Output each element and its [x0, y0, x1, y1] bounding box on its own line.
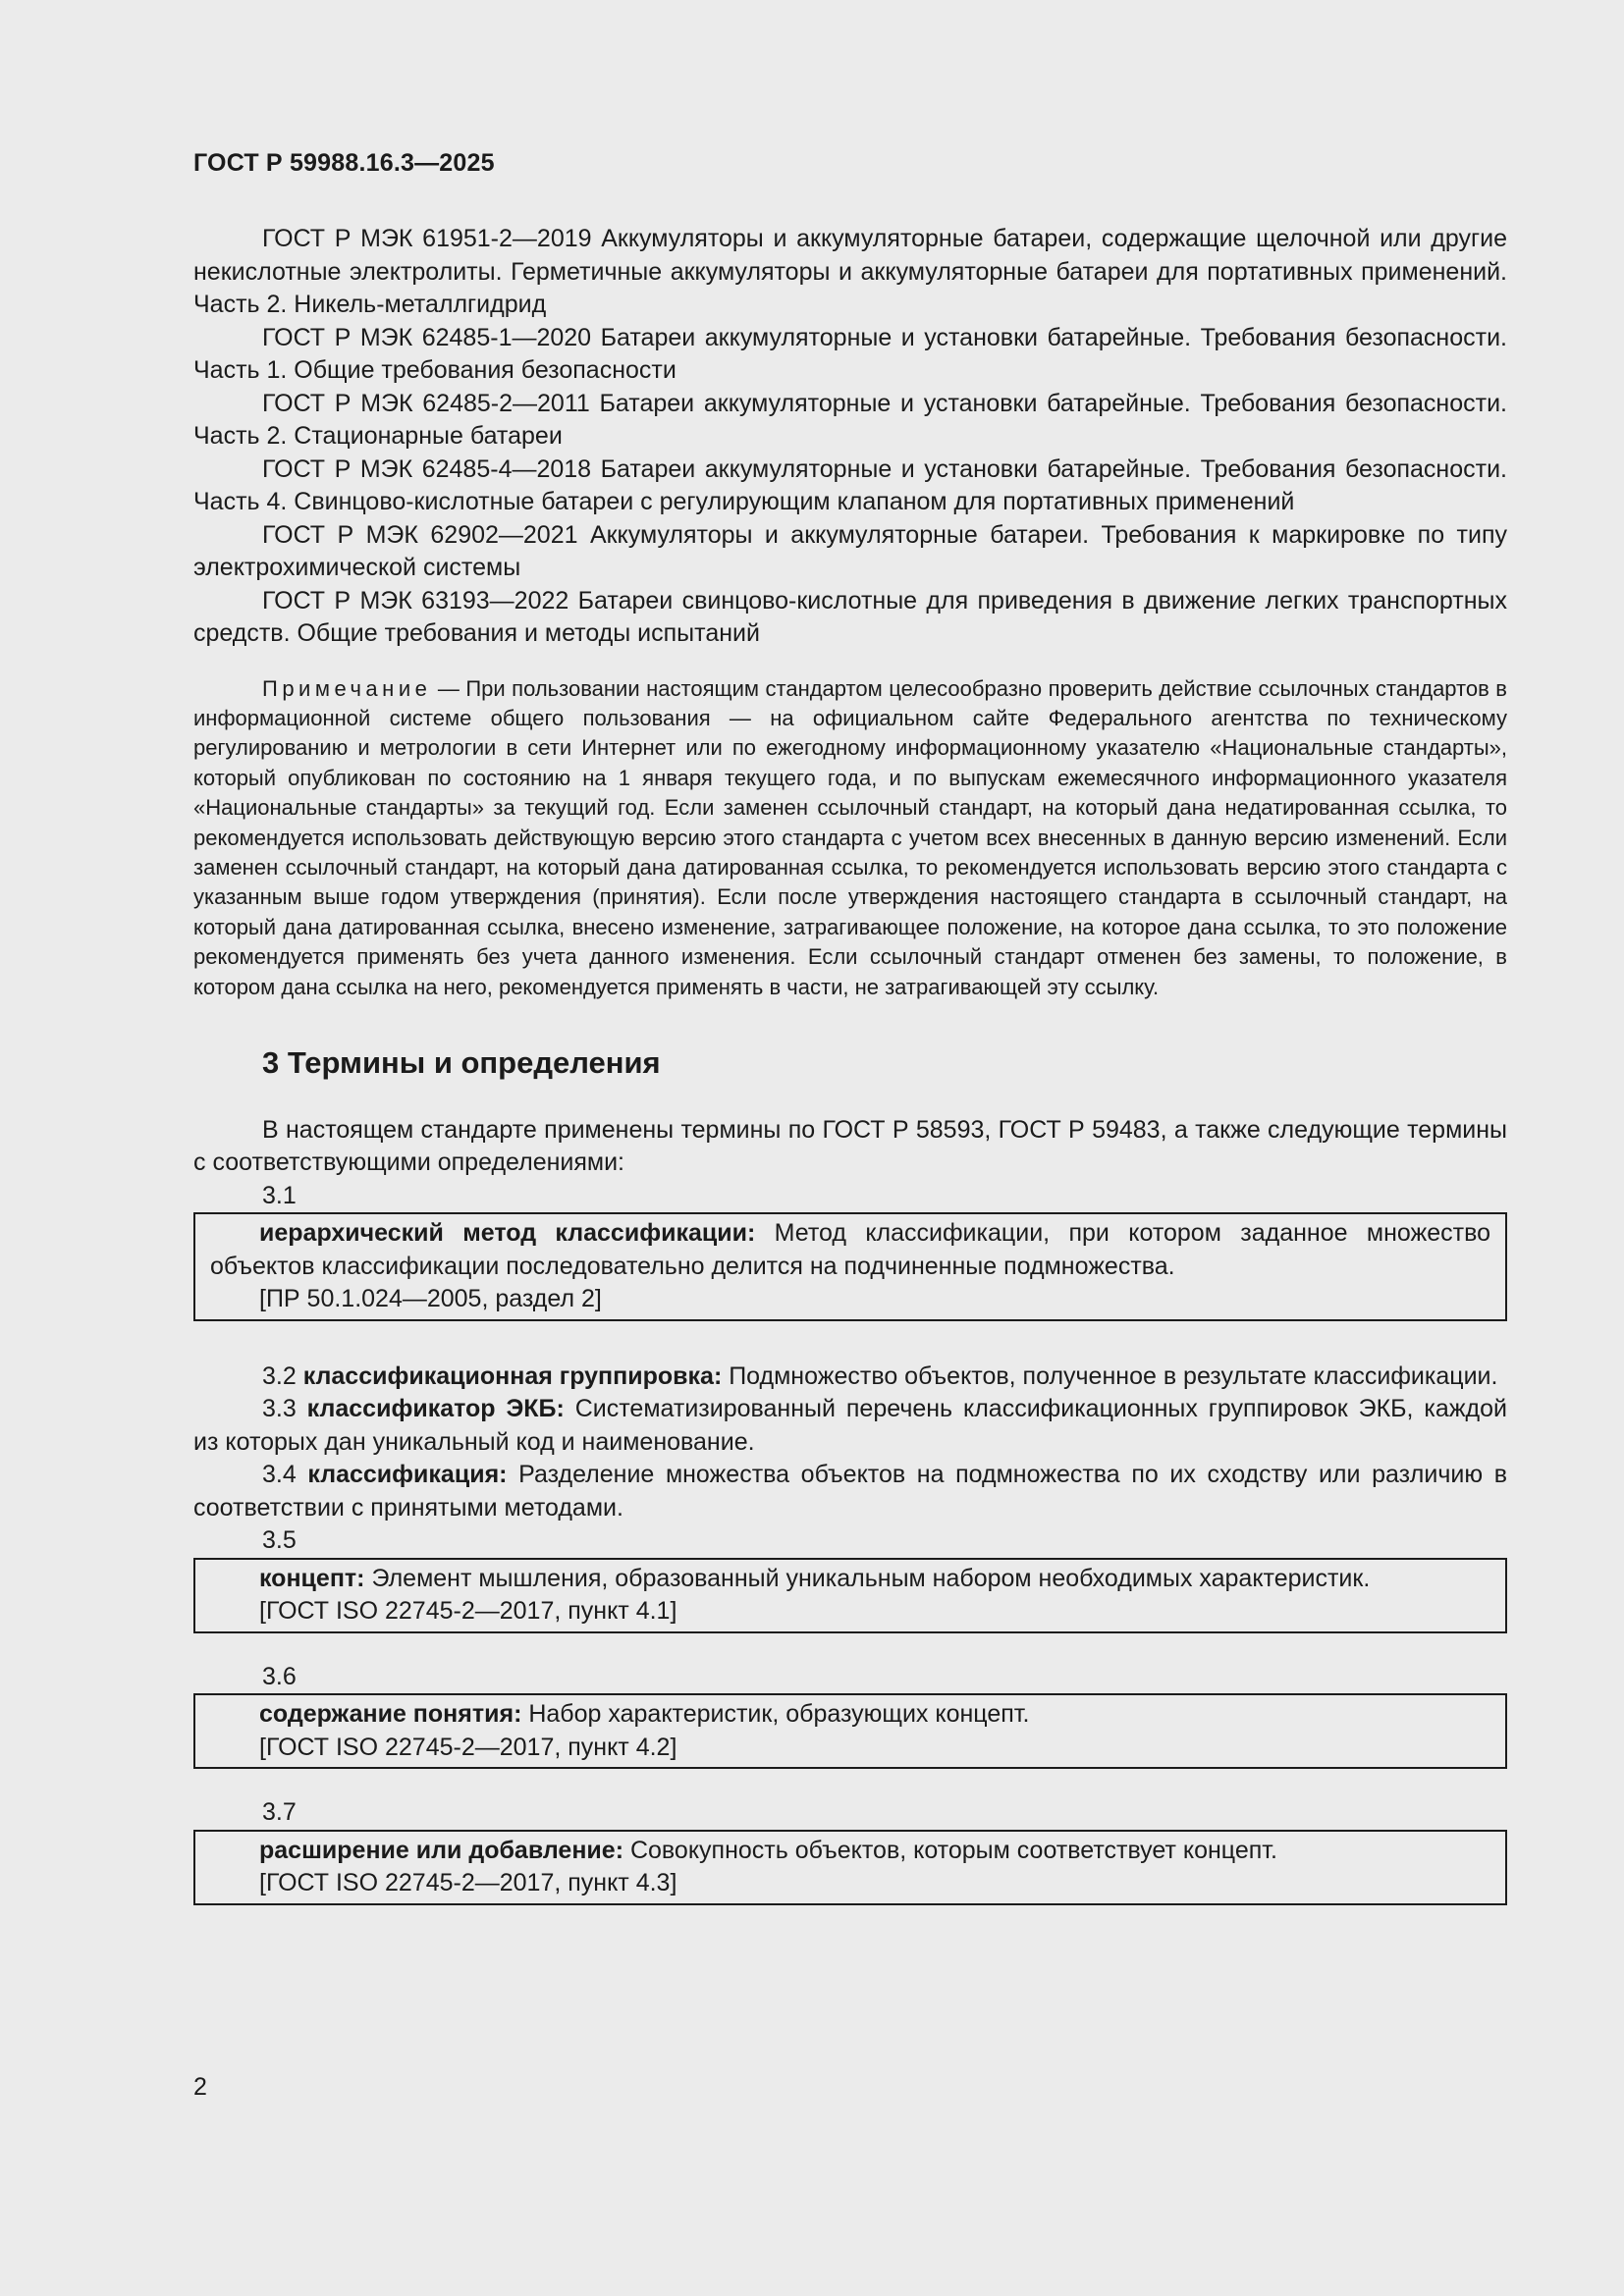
term-def-text: Метод классификации, при котором заданное множество объектов классификации последовательно делится на подчиненные подмножества.: [210, 1219, 1490, 1280]
term-name: классификация:: [307, 1461, 508, 1489]
section-heading: 3 Термины и определения: [262, 1044, 661, 1080]
reference-item: ГОСТ Р МЭК 63193—2022 Батареи свинцово-кислотные для приведения в движение легких транспортных средств. Общие требования и методы испытаний: [193, 586, 1507, 647]
document-header: ГОСТ Р 59988.16.3—2025: [193, 149, 495, 177]
term-def-text: Разделение множества объектов на подмножества по их сходству или различию в соответствии с принятыми методами.: [193, 1461, 1508, 1522]
term-definition: [210, 1217, 1490, 1283]
term-definition: [210, 1563, 1490, 1596]
term-number: 3.1: [262, 1181, 297, 1209]
term-box: [193, 1693, 1507, 1769]
term-name: иерархический метод классификации:: [259, 1219, 756, 1248]
term-box: [193, 1212, 1507, 1321]
term-name: содержание понятия:: [259, 1700, 522, 1729]
reference-item: ГОСТ Р МЭК 61951-2—2019 Аккумуляторы и аккумуляторные батареи, содержащие щелочной или другие некислотные электролиты. Герметичные аккумуляторы и аккумуляторные батареи для портативных применений. Часть 2. Никель-металлгидрид: [193, 225, 1507, 318]
term-source: [ГОСТ ISO 22745-2—2017, пункт 4.2]: [259, 1733, 677, 1761]
term-box: [193, 1830, 1507, 1905]
reference-item: ГОСТ Р МЭК 62902—2021 Аккумуляторы и аккумуляторные батареи. Требования к маркировке по типу электрохимической системы: [193, 520, 1507, 581]
term-number: 3.2: [262, 1362, 303, 1390]
term-source: [ГОСТ ISO 22745-2—2017, пункт 4.3]: [259, 1869, 677, 1897]
term-source: [ПР 50.1.024—2005, раздел 2]: [259, 1285, 602, 1313]
term-name: концепт:: [259, 1564, 365, 1592]
term-def-text: Совокупность объектов, которым соответствует концепт.: [623, 1836, 1277, 1864]
term-def-text: Систематизированный перечень классификационных группировок ЭКБ, каждой из которых дан уникальный код и наименование.: [193, 1395, 1507, 1456]
term-name: классификационная группировка:: [302, 1362, 723, 1390]
term-name: расширение или добавление:: [259, 1836, 624, 1864]
note-label: Примечание: [262, 675, 432, 701]
term-name: классификатор ЭКБ:: [306, 1395, 565, 1423]
term-source: [ГОСТ ISO 22745-2—2017, пункт 4.1]: [259, 1597, 677, 1626]
term-def-text: Набор характеристик, образующих концепт.: [521, 1700, 1030, 1729]
term-definition: [193, 1393, 1507, 1459]
note-text: — При пользовании настоящим стандартом целесообразно проверить действие ссылочных стандартов в информационной системе общего пользования — на официальном сайте Федерального агентства по техническому регулированию и метрологии в сети Интернет или по ежегодному информационному указателю «Национальные стандарты», который опубликован по состоянию на 1 января текущего года, и по выпускам ежемесячного информационного указателя «Национальные стандарты» за текущий год. Если заменен ссылочный стандарт, на который дана недатированная ссылка, то рекомендуется использовать действующую версию этого стандарта с учетом всех внесенных в данную версию изменений. Если заменен ссылочный стандарт, на который дана датированная ссылка, то рекомендуется использовать версию этого стандарта с указанным выше годом утверждения (принятия). Если после утверждения настоящего стандарта в ссылочный стандарт, на который дана датированная ссылка, внесено изменение, затрагивающее положение, на которое дана ссылка, то это положение рекомендуется применять без учета данного изменения. Если ссылочный стандарт отменен без замены, то положение, в котором дана ссылка на него, рекомендуется применять в части, не затрагивающей эту ссылку.: [193, 675, 1507, 999]
term-definition: [193, 1459, 1507, 1524]
term-number: 3.4: [262, 1461, 308, 1489]
term-definition: [210, 1835, 1490, 1868]
page-number: 2: [193, 2073, 207, 2101]
note-paragraph: [193, 674, 1507, 1002]
term-number: 3.3: [262, 1395, 307, 1423]
section-intro: В настоящем стандарте применены термины по ГОСТ Р 58593, ГОСТ Р 59483, а также следующие термины с соответствующими определениями:: [193, 1115, 1507, 1177]
term-definition: [193, 1361, 1507, 1394]
reference-item: ГОСТ Р МЭК 62485-2—2011 Батареи аккумуляторные и установки батарейные. Требования безопасности. Часть 2. Стационарные батареи: [193, 389, 1507, 450]
term-number: 3.5: [262, 1526, 297, 1555]
term-def-text: Элемент мышления, образованный уникальным набором необходимых характеристик.: [364, 1564, 1371, 1592]
reference-item: ГОСТ Р МЭК 62485-1—2020 Батареи аккумуляторные и установки батарейные. Требования безопасности. Часть 1. Общие требования безопасности: [193, 323, 1507, 384]
term-definition: [210, 1698, 1490, 1732]
term-def-text: Подмножество объектов, полученное в результате классификации.: [722, 1362, 1498, 1390]
term-number: 3.6: [262, 1662, 297, 1690]
term-number: 3.7: [262, 1798, 297, 1827]
term-box: [193, 1558, 1507, 1633]
reference-item: ГОСТ Р МЭК 62485-4—2018 Батареи аккумуляторные и установки батарейные. Требования безопасности. Часть 4. Свинцово-кислотные батареи с регулирующим клапаном для портативных применений: [193, 454, 1507, 515]
page-content: [193, 223, 1507, 1905]
